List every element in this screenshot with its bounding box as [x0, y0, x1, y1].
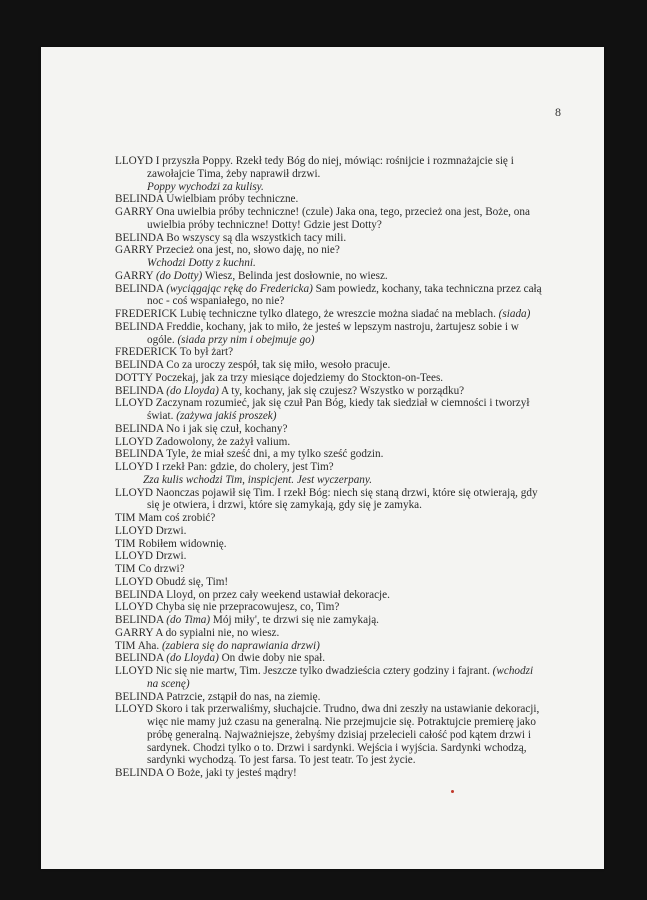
dialogue-line	[115, 601, 545, 614]
dialogue-line	[115, 308, 545, 321]
dialogue-text: I rzekł Pan: gdzie, do cholery, jest Tim?	[155, 461, 334, 473]
dialogue-line	[115, 397, 545, 423]
speaker-name: DOTTY	[115, 371, 153, 384]
stage-direction: Poppy wychodzi za kulisy.	[147, 180, 264, 193]
dialogue-text: I przyszła Poppy. Rzekł tedy Bóg do niej, mówiąc: rośnijcie i rozmnażajcie się i zawołajcie Tima, żeby naprawił drzwi.	[147, 155, 514, 180]
speaker-name: LLOYD	[115, 155, 153, 167]
dialogue-text: Drzwi.	[155, 550, 187, 563]
stage-direction: Wchodzi Dotty z kuchni.	[147, 257, 256, 269]
stage-note: (zabiera się do naprawiania drzwi)	[161, 639, 320, 652]
speaker-name: LLOYD	[115, 486, 153, 499]
dialogue-text: Naonczas pojawił się Tim. I rzekł Bóg: niech się staną drzwi, które się otwierają, gdy się je otwiera, i drzwi, które się zamykają, gdy się je zamyka.	[147, 486, 538, 512]
dialogue-text: On dwie doby nie spał.	[221, 652, 326, 665]
dialogue-line	[115, 155, 545, 181]
dialogue-text: Mam coś zrobić?	[138, 512, 216, 524]
dialogue-line	[115, 576, 545, 589]
dialogue-line	[115, 436, 545, 449]
speaker-name: TIM	[115, 563, 136, 575]
dialogue-text: Tyle, że miał sześć dni, a my tylko sześć godzin.	[166, 448, 384, 461]
dialogue-text: To był żart?	[179, 346, 234, 359]
dialogue-line	[115, 525, 545, 538]
dialogue-text: Lloyd, on przez cały weekend ustawiał dekoracje.	[166, 588, 390, 601]
speaker-name: LLOYD	[115, 665, 153, 677]
speaker-name: LLOYD	[115, 524, 153, 537]
dialogue-text: Freddie, kochany, jak to miło, że jesteś w lepszym nastroju, żartujesz sobie i w ogóle.	[147, 320, 519, 346]
dialogue-line	[115, 563, 545, 576]
dialogue-text: Aha.	[137, 639, 160, 652]
dialogue-line	[115, 512, 545, 525]
speaker-name: BELINDA	[115, 320, 164, 333]
dialogue-text: A ty, kochany, jak się czujesz? Wszystko w porządku?	[220, 384, 465, 397]
speaker-name: LLOYD	[115, 461, 153, 473]
speaker-name: LLOYD	[115, 550, 153, 563]
page-number: 8	[555, 105, 561, 119]
dialogue-line	[115, 627, 545, 640]
dialogue-text: No i jak się czuł, kochany?	[166, 422, 288, 435]
speaker-name: GARRY	[115, 269, 154, 282]
dialogue-line	[115, 589, 545, 602]
speaker-name: GARRY	[115, 626, 154, 639]
stage-note: (zażywa jakiś proszek)	[176, 410, 277, 422]
document-page	[41, 47, 604, 869]
dialogue-line	[115, 550, 545, 563]
dialogue-text: Skoro i tak przerwaliśmy, słuchajcie. Trudno, dwa dni zeszły na ustawianie dekoracji, więc nie mamy już czasu na generalną. Nie przejmujcie się. Potraktujcie premierę jako próbę generalną. Najważniejsze, żebyśmy dzisiaj przelecieli całość pod kątem drzwi i sardynek. Chodzi tylko o to. Drzwi i sardynki. Wejścia i wyjścia. Sardynki wchodzą, sardynki wychodzą. To jest farsa. To jest teatr. To jest życie.	[147, 703, 540, 767]
red-speck-mark	[451, 790, 454, 793]
dialogue-line	[115, 244, 545, 257]
dialogue-line	[115, 321, 545, 347]
speaker-name: BELINDA	[115, 448, 164, 461]
stage-direction: Zza kulis wchodzi Tim, inspicjent. Jest wyczerpany.	[143, 473, 373, 486]
speaker-name: LLOYD	[115, 397, 153, 410]
dialogue-line	[115, 691, 545, 704]
speaker-name: FREDERICK	[115, 346, 178, 359]
dialogue-line	[115, 461, 545, 474]
speaker-name: TIM	[115, 512, 136, 524]
speaker-name: BELINDA	[115, 384, 164, 397]
dialogue-line	[115, 448, 545, 461]
dialogue-line	[115, 206, 545, 232]
dialogue-line	[115, 538, 545, 551]
stage-note: (do Dotty)	[155, 269, 203, 282]
dialogue-line	[115, 703, 545, 767]
dialogue-line	[115, 767, 545, 780]
dialogue-text: Chyba się nie przepracowujesz, co, Tim?	[155, 601, 340, 614]
speaker-name: BELINDA	[115, 193, 164, 206]
speaker-name: FREDERICK	[115, 308, 178, 320]
dialogue-line	[115, 640, 545, 653]
speaker-name: BELINDA	[115, 359, 164, 371]
dialogue-line	[115, 652, 545, 665]
dialogue-line	[115, 385, 545, 398]
speaker-name: BELINDA	[115, 614, 164, 626]
speaker-name: TIM	[115, 537, 136, 550]
dialogue-text: A do sypialni nie, no wiesz.	[155, 626, 280, 639]
speaker-name: GARRY	[115, 244, 154, 257]
dialogue-line	[115, 193, 545, 206]
dialogue-text: Nic się nie martw, Tim. Jeszcze tylko dwadzieścia cztery godziny i fajrant.	[155, 665, 490, 677]
dialogue-text: O Boże, jaki ty jesteś mądry!	[166, 767, 297, 779]
speaker-name: BELINDA	[115, 282, 164, 295]
dialogue-text: Ona uwielbia próby techniczne! (czule) Jaka ona, tego, przecież ona jest, Boże, ona uwielbia próby techniczne! Dotty! Gdzie jest Dotty?	[147, 206, 530, 231]
dialogue-text: Co drzwi?	[138, 563, 185, 575]
dialogue-line	[115, 372, 545, 385]
dialogue-text: Robiłem widownię.	[138, 537, 227, 550]
speaker-name: BELINDA	[115, 690, 164, 703]
speaker-name: LLOYD	[115, 435, 153, 448]
stage-note: (do Lloyda)	[166, 652, 219, 665]
speaker-name: LLOYD	[115, 703, 153, 716]
stage-note: (siada)	[498, 308, 531, 320]
dialogue-text: Drzwi.	[155, 524, 187, 537]
dialogue-line	[115, 614, 545, 627]
dialogue-line	[115, 232, 545, 245]
speaker-name: BELINDA	[115, 767, 164, 779]
speaker-name: BELINDA	[115, 588, 164, 601]
dialogue-text: Poczekaj, jak za trzy miesiące dojedziemy do Stockton-on-Tees.	[155, 371, 444, 384]
dialogue-line	[115, 346, 545, 359]
stage-note: (do Tima)	[166, 614, 211, 626]
dialogue-text: Wiesz, Belinda jest dosłownie, no wiesz.	[204, 269, 388, 282]
speaker-name: BELINDA	[115, 652, 164, 665]
dialogue-text: Zadowolony, że zażył valium.	[155, 435, 291, 448]
dialogue-text: Co za uroczy zespół, tak się miło, wesoło pracuje.	[166, 359, 391, 371]
stage-note: (do Lloyda)	[166, 384, 219, 397]
dialogue-text: Patrzcie, zstąpił do nas, na ziemię.	[166, 690, 321, 703]
dialogue-text: Bo wszyscy są dla wszystkich tacy mili.	[166, 231, 347, 244]
dialogue-text: Przecież ona jest, no, słowo daję, no nie?	[155, 244, 340, 257]
speaker-name: BELINDA	[115, 231, 164, 244]
dialogue-line	[115, 423, 545, 436]
dialogue-text: Sam powiedz, kochany, taka techniczna przez całą noc - coś wspaniałego, no nie?	[147, 282, 542, 308]
speaker-name: BELINDA	[115, 422, 164, 435]
speaker-name: GARRY	[115, 206, 154, 218]
speaker-name: TIM	[115, 639, 136, 652]
dialogue-text: Zaczynam rozumieć, jak się czuł Pan Bóg, kiedy tak siedział w ciemności i tworzył świat.	[147, 397, 530, 422]
dialogue-text: Obudź się, Tim!	[155, 575, 229, 588]
script-text	[115, 155, 545, 780]
dialogue-text: Lubię techniczne tylko dlatego, że wreszcie można siadać na meblach.	[179, 308, 496, 320]
speaker-name: LLOYD	[115, 575, 153, 588]
dialogue-text: Uwielbiam próby techniczne.	[166, 193, 299, 206]
dialogue-text: Mój miły', te drzwi się nie zamykają.	[212, 614, 379, 626]
dialogue-line	[115, 665, 545, 691]
dialogue-line	[115, 283, 545, 309]
stage-note: (siada przy nim i obejmuje go)	[177, 333, 315, 346]
dialogue-line	[115, 270, 545, 283]
speaker-name: LLOYD	[115, 601, 153, 614]
stage-note: (wyciągając rękę do Fredericka)	[166, 282, 313, 295]
dialogue-line	[115, 359, 545, 372]
dialogue-line	[115, 487, 545, 513]
stage-note: (wchodzi na scenę)	[147, 665, 534, 690]
